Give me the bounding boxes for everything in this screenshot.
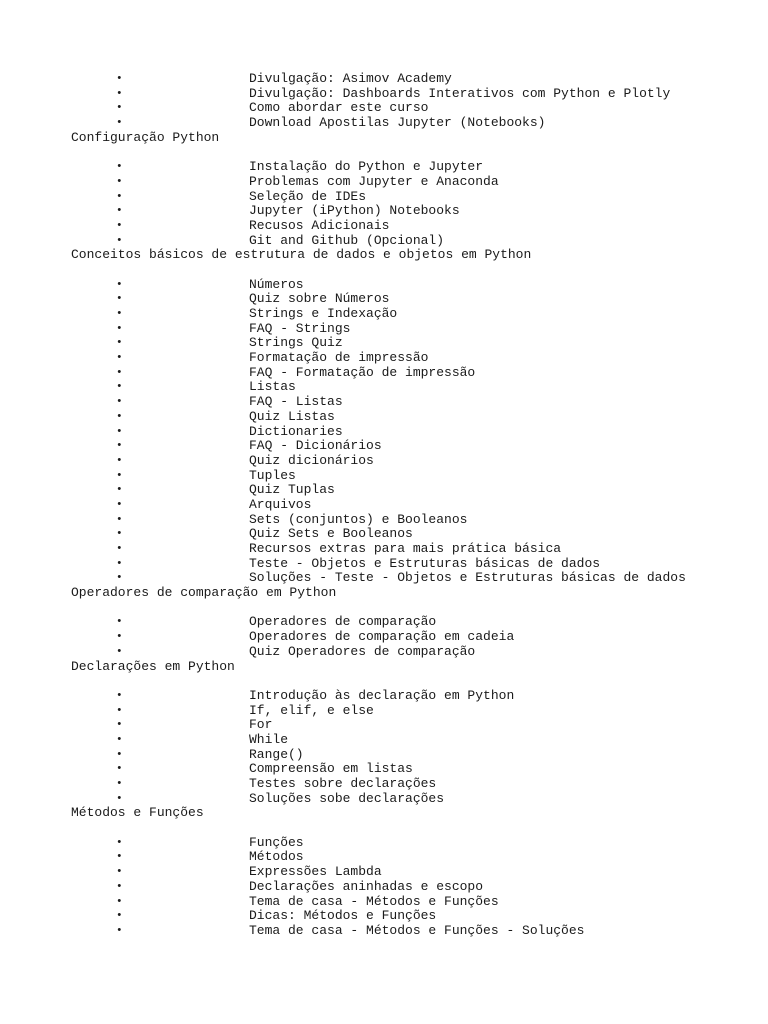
list-item	[0, 425, 768, 440]
list-item	[0, 190, 768, 205]
bullet-icon: •	[116, 910, 123, 923]
list-item	[0, 733, 768, 748]
bullet-icon: •	[116, 366, 123, 379]
list-item	[0, 571, 768, 586]
bullet-icon: •	[116, 410, 123, 423]
list-item-text: Soluções sobe declarações	[249, 790, 445, 806]
list-item	[0, 336, 768, 351]
section-list	[0, 689, 768, 807]
list-item-text: Strings Quiz	[249, 335, 343, 351]
list-item-text: If, elif, e else	[249, 702, 374, 718]
bullet-icon: •	[116, 102, 123, 115]
list-item	[0, 380, 768, 395]
section-gap	[0, 674, 768, 689]
list-item	[0, 748, 768, 763]
list-item-text: Recusos Adicionais	[249, 217, 390, 233]
bullet-icon: •	[116, 704, 123, 717]
list-item-text: Quiz Sets e Booleanos	[249, 526, 413, 542]
list-item	[0, 351, 768, 366]
list-item-text: Jupyter (iPython) Notebooks	[249, 203, 460, 219]
list-item	[0, 101, 768, 116]
bullet-icon: •	[116, 337, 123, 350]
list-item-text: Strings e Indexação	[249, 306, 398, 321]
list-item	[0, 366, 768, 381]
list-item	[0, 454, 768, 469]
list-item	[0, 527, 768, 542]
list-item	[0, 278, 768, 293]
bullet-icon: •	[116, 880, 123, 893]
list-item	[0, 895, 768, 910]
bullet-icon: •	[116, 73, 123, 85]
bullet-icon: •	[116, 278, 123, 291]
bullet-icon: •	[116, 924, 123, 937]
bullet-icon: •	[116, 792, 123, 805]
list-item	[0, 395, 768, 410]
bullet-icon: •	[116, 895, 123, 908]
list-item	[0, 219, 768, 234]
bullet-icon: •	[116, 205, 123, 218]
list-item	[0, 439, 768, 454]
bullet-icon: •	[116, 513, 123, 526]
list-item-text: FAQ - Listas	[249, 394, 343, 410]
section-heading: Métodos e Funções	[71, 805, 204, 821]
section-gap	[0, 263, 768, 278]
list-item-text: Quiz sobre Números	[249, 291, 390, 307]
list-item	[0, 72, 768, 87]
section-heading: Conceitos básicos de estrutura de dados e objetos em Python	[71, 247, 532, 263]
bullet-icon: •	[116, 322, 123, 335]
bullet-icon: •	[116, 866, 123, 879]
bullet-icon: •	[116, 469, 123, 482]
bullet-icon: •	[116, 161, 123, 174]
list-item-text: Listas	[249, 379, 296, 395]
list-item-text: Arquivos	[249, 496, 312, 512]
bullet-icon: •	[116, 190, 123, 203]
list-item	[0, 204, 768, 219]
section-gap	[0, 821, 768, 836]
list-item	[0, 880, 768, 895]
list-item-text: Tema de casa - Métodos e Funções	[249, 893, 499, 909]
list-item	[0, 645, 768, 660]
list-item	[0, 469, 768, 484]
list-item	[0, 513, 768, 528]
list-item-text: Tuples	[249, 467, 296, 483]
list-item	[0, 689, 768, 704]
list-item-text: Compreensão em listas	[249, 761, 413, 777]
list-item-text: Soluções - Teste - Objetos e Estruturas básicas de dados	[249, 570, 686, 586]
list-item-text: Quiz Tuplas	[249, 482, 335, 498]
bullet-icon: •	[116, 440, 123, 453]
list-item	[0, 850, 768, 865]
bullet-icon: •	[116, 851, 123, 864]
list-item-text: Operadores de comparação em cadeia	[249, 629, 515, 645]
list-item	[0, 87, 768, 102]
list-item-text: Recursos extras para mais prática básica	[249, 541, 562, 556]
list-item-text: Divulgação: Asimov Academy	[249, 71, 452, 86]
list-item	[0, 175, 768, 190]
bullet-icon: •	[116, 778, 123, 790]
bullet-icon: •	[116, 748, 123, 761]
list-item-text: Sets (conjuntos) e Booleanos	[249, 511, 468, 527]
bullet-icon: •	[116, 572, 123, 585]
list-item-text: Expressões Lambda	[249, 864, 382, 880]
list-item-text: Quiz Listas	[249, 408, 335, 424]
bullet-icon: •	[116, 689, 123, 702]
list-item-text: Funções	[249, 834, 304, 850]
list-item	[0, 924, 768, 939]
list-item-text: Teste - Objetos e Estruturas básicas de dados	[249, 555, 601, 571]
section-list	[0, 160, 768, 248]
bullet-icon: •	[116, 498, 123, 511]
section-gap	[0, 601, 768, 616]
list-item	[0, 909, 768, 924]
list-item-text: Instalação do Python e Jupyter	[249, 159, 484, 175]
bullet-icon: •	[116, 645, 123, 658]
list-item-text: Quiz dicionários	[249, 452, 374, 468]
list-item-text: Tema de casa - Métodos e Funções - Soluções	[249, 922, 585, 938]
list-item	[0, 322, 768, 337]
list-item	[0, 557, 768, 572]
list-item-text: Formatação de impressão	[249, 350, 429, 366]
bullet-icon: •	[116, 396, 123, 409]
bullet-icon: •	[116, 308, 123, 320]
list-item	[0, 498, 768, 513]
bullet-icon: •	[116, 234, 123, 247]
section-heading: Declarações em Python	[71, 658, 235, 674]
bullet-icon: •	[116, 719, 123, 732]
list-item	[0, 116, 768, 131]
list-item-text: Números	[249, 276, 304, 292]
document-body	[0, 72, 768, 939]
list-item	[0, 292, 768, 307]
bullet-icon: •	[116, 763, 123, 776]
list-item	[0, 542, 768, 557]
list-item-text: Git and Github (Opcional)	[249, 232, 445, 248]
bullet-icon: •	[116, 454, 123, 467]
bullet-icon: •	[116, 631, 123, 644]
list-item-text: Testes sobre declarações	[249, 776, 437, 791]
bullet-icon: •	[116, 381, 123, 394]
list-item	[0, 704, 768, 719]
list-item-text: Problemas com Jupyter e Anaconda	[249, 173, 499, 189]
list-item	[0, 307, 768, 322]
list-item-text: Divulgação: Dashboards Interativos com Python e Plotly	[249, 85, 671, 101]
list-item	[0, 865, 768, 880]
list-item-text: Seleção de IDEs	[249, 188, 367, 204]
bullet-icon: •	[116, 219, 123, 232]
list-item	[0, 762, 768, 777]
section-list	[0, 278, 768, 586]
list-item-text: Download Apostilas Jupyter (Notebooks)	[249, 115, 546, 131]
list-item-text: For	[249, 717, 273, 733]
list-item-text: Range()	[249, 746, 304, 762]
list-item-text: Introdução às declaração em Python	[249, 687, 515, 703]
bullet-icon: •	[116, 352, 123, 365]
bullet-icon: •	[116, 733, 123, 746]
list-item	[0, 718, 768, 733]
section-gap	[0, 145, 768, 160]
bullet-icon: •	[116, 484, 123, 497]
list-item	[0, 777, 768, 792]
list-item-text: While	[249, 731, 289, 747]
section-list	[0, 836, 768, 939]
bullet-icon: •	[116, 87, 123, 100]
list-item	[0, 615, 768, 630]
list-item-text: Como abordar este curso	[249, 100, 429, 116]
bullet-icon: •	[116, 836, 123, 849]
list-item	[0, 836, 768, 851]
list-item-text: Métodos	[249, 849, 304, 865]
list-item-text: FAQ - Strings	[249, 320, 351, 336]
bullet-icon: •	[116, 616, 123, 629]
bullet-icon: •	[116, 293, 123, 306]
list-item-text: Declarações aninhadas e escopo	[249, 878, 484, 894]
bullet-icon: •	[116, 528, 123, 541]
section-list	[0, 615, 768, 659]
bullet-icon: •	[116, 175, 123, 188]
bullet-icon: •	[116, 557, 123, 570]
section-list	[0, 72, 768, 131]
section-heading: Operadores de comparação em Python	[71, 585, 337, 601]
list-item	[0, 792, 768, 807]
list-item-text: Operadores de comparação	[249, 614, 437, 630]
section-heading: Configuração Python	[71, 129, 220, 145]
bullet-icon: •	[116, 543, 123, 555]
list-item-text: Quiz Operadores de comparação	[249, 643, 476, 659]
bullet-icon: •	[116, 117, 123, 130]
list-item	[0, 630, 768, 645]
list-item	[0, 234, 768, 249]
list-item	[0, 410, 768, 425]
list-item	[0, 160, 768, 175]
list-item	[0, 483, 768, 498]
list-item-text: Dicas: Métodos e Funções	[249, 908, 437, 924]
list-item-text: Dictionaries	[249, 423, 343, 439]
list-item-text: FAQ - Dicionários	[249, 438, 382, 454]
bullet-icon: •	[116, 425, 123, 438]
list-item-text: FAQ - Formatação de impressão	[249, 364, 476, 380]
